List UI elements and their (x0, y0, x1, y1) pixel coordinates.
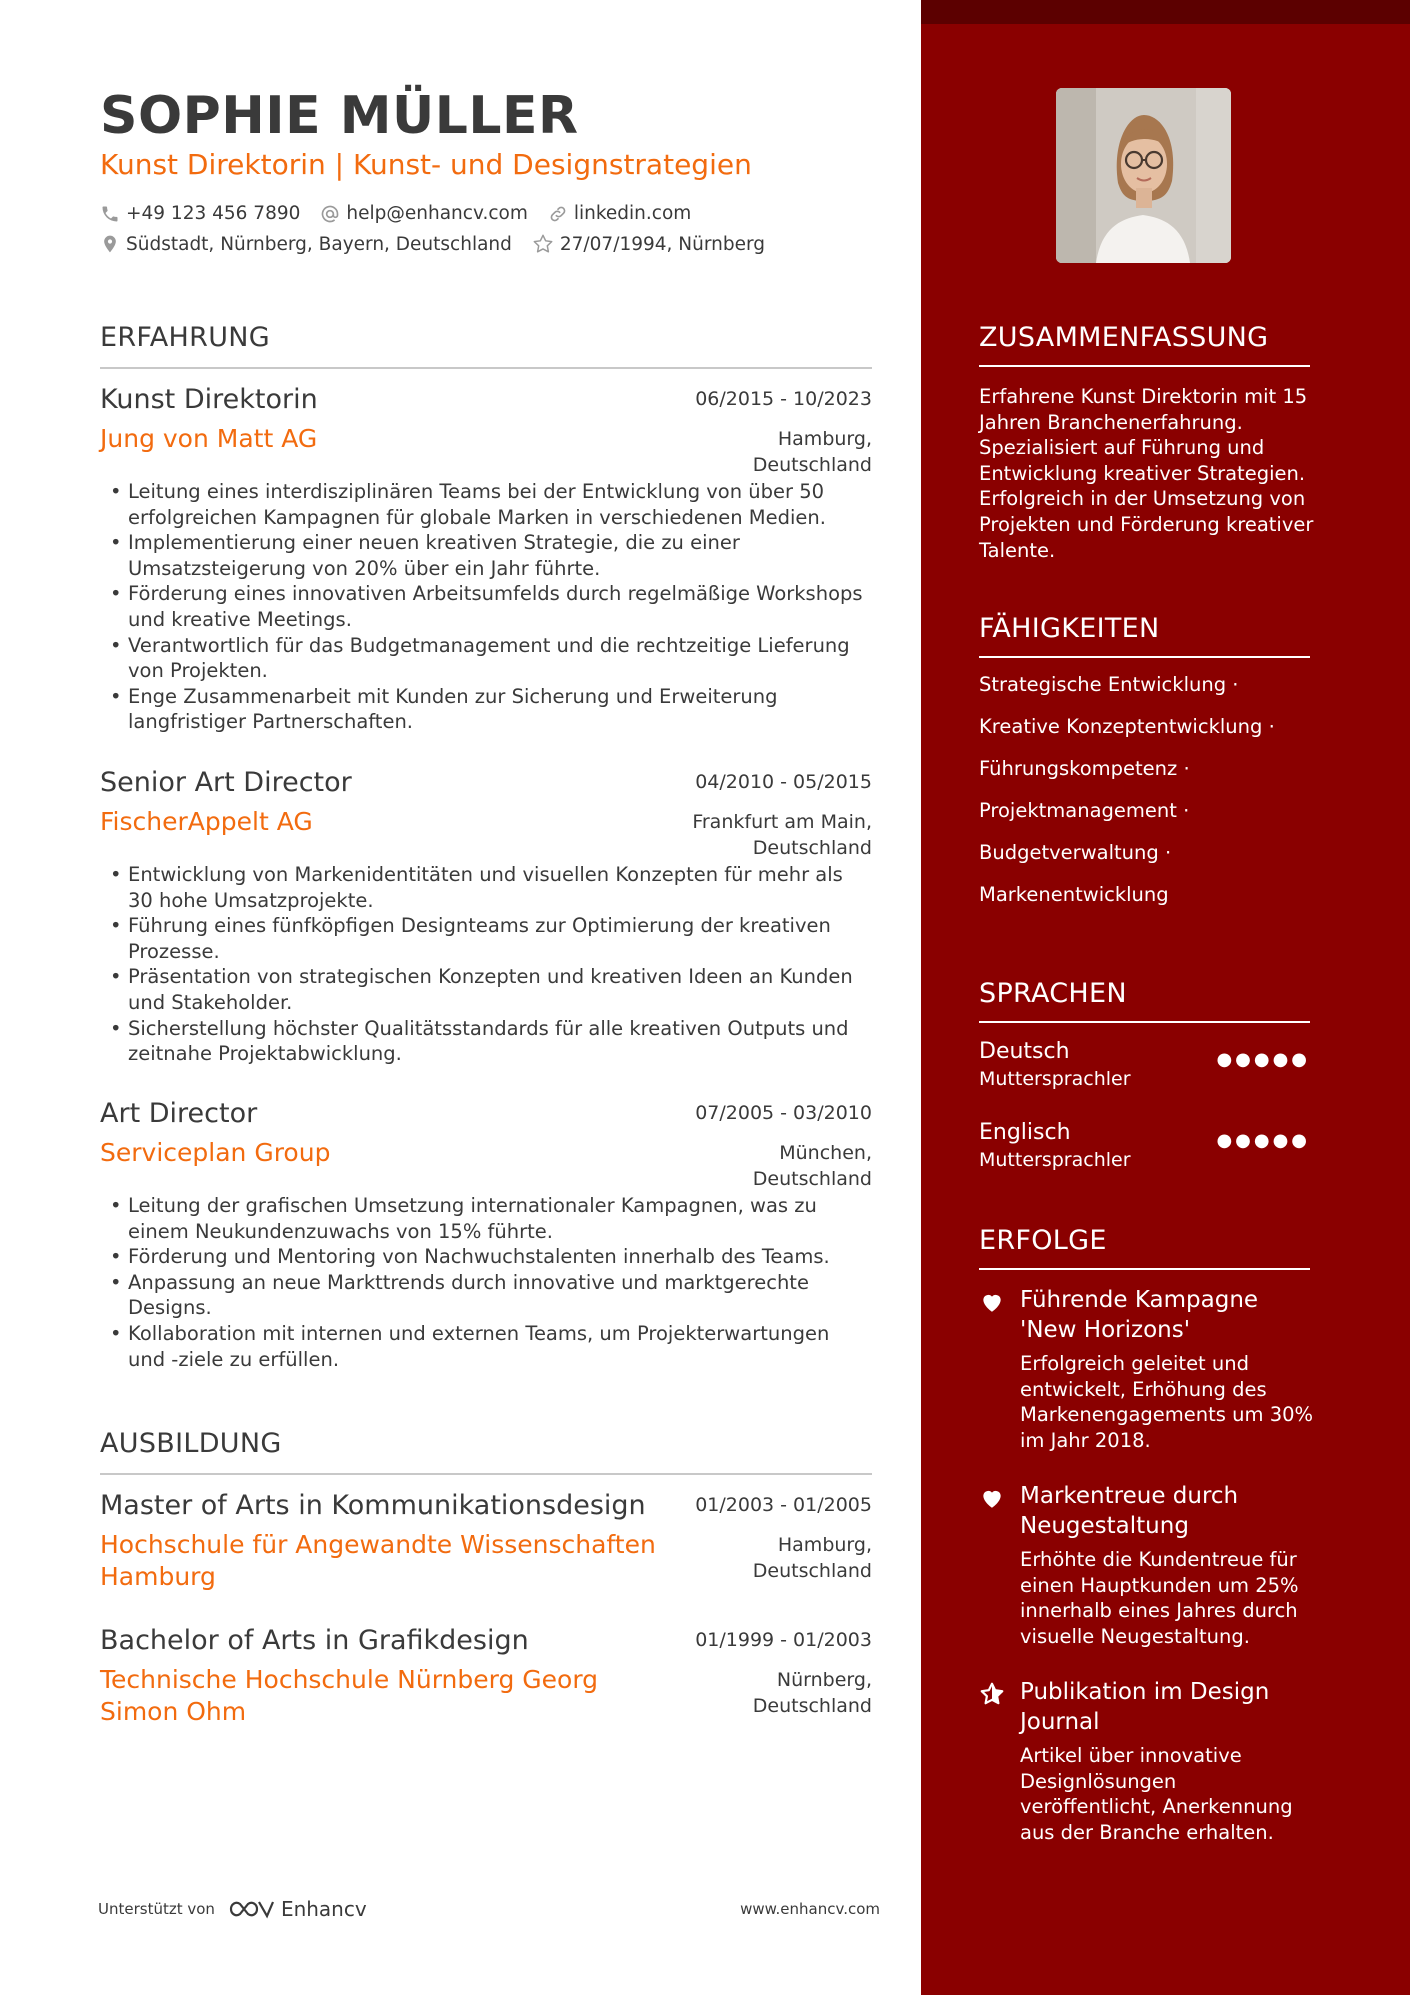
degree-title: Master of Arts in Kommunikationsdesign (100, 1490, 646, 1521)
sidebar (921, 0, 1410, 1995)
location-line: Deutschland (752, 1695, 872, 1717)
language-rating: ●●●●● (1216, 1049, 1310, 1070)
enhancv-brand[interactable] (227, 1897, 367, 1921)
achievement-desc: Erfolgreich geleitet und entwickelt, Erhöhung des Markenengagements um 30% im Jahr 2018. (1020, 1352, 1314, 1452)
language-level: Muttersprachler (979, 1149, 1131, 1171)
job-date: 06/2015 - 10/2023 (695, 388, 872, 410)
language-name: Deutsch (979, 1039, 1070, 1064)
language-rating: ●●●●● (1216, 1130, 1310, 1151)
footer-url[interactable]: www.enhancv.com (740, 1900, 880, 1918)
school-name (100, 1529, 680, 1593)
contact-phone (100, 203, 300, 224)
bullet-item: • Entwicklung von Markenidentitäten und visuellen Konzepten für mehr als 30 hohe Umsatzprojekte. (100, 862, 872, 913)
school-line: Hochschule für Angewandte Wissenschaften (100, 1530, 656, 1559)
experience-section-title: ERFAHRUNG (100, 322, 872, 369)
school-line: Simon Ohm (100, 1697, 247, 1726)
job-date: 07/2005 - 03/2010 (695, 1102, 872, 1124)
location-line: Deutschland (752, 1168, 872, 1190)
link-icon (548, 204, 568, 224)
language-level: Muttersprachler (979, 1068, 1131, 1090)
achievement-title: Markentreue durch Neugestaltung (1020, 1483, 1239, 1539)
skills-section-title: FÄHIGKEITEN (979, 613, 1310, 658)
achievement-title: Publikation im Design Journal (1020, 1679, 1270, 1735)
contact-row-1 (100, 203, 711, 224)
sidebar-top-band (921, 0, 1410, 24)
location-line: München, (779, 1142, 872, 1164)
contact-linkedin[interactable] (548, 203, 691, 224)
education-date: 01/2003 - 01/2005 (695, 1494, 872, 1516)
contact-location (100, 234, 512, 255)
achievement-item (979, 1285, 1314, 1453)
location-line: Nürnberg, (776, 1669, 872, 1691)
skill-item: Budgetverwaltung · (979, 841, 1172, 864)
portrait-image (1056, 88, 1231, 263)
company-name: Jung von Matt AG (100, 424, 318, 453)
location-text: Südstadt, Nürnberg, Bayern, Deutschland (126, 233, 512, 255)
degree-title: Bachelor of Arts in Grafikdesign (100, 1625, 529, 1656)
linkedin-text: linkedin.com (573, 203, 692, 224)
footer (98, 1897, 880, 1921)
bullet-item: • Präsentation von strategischen Konzepten und kreativen Ideen an Kunden und Stakeholder. (100, 964, 872, 1015)
heart-icon (979, 1485, 1005, 1511)
achievement-item (979, 1677, 1314, 1845)
enhancv-logo-icon (227, 1897, 275, 1921)
skill-item: Kreative Konzeptentwicklung · (979, 715, 1275, 738)
achievements-section-title: ERFOLGE (979, 1225, 1310, 1270)
bullet-item: • Enge Zusammenarbeit mit Kunden zur Sicherung und Erweiterung langfristiger Partnerschaften. (100, 684, 872, 735)
achievement-desc: Artikel über innovative Designlösungen veröffentlicht, Anerkennung aus der Branche erhalten. (1020, 1744, 1293, 1844)
location-line: Deutschland (752, 1560, 872, 1582)
experience-entry (100, 767, 872, 1067)
summary-section-title: ZUSAMMENFASSUNG (979, 322, 1310, 367)
achievement-title: Führende Kampagne 'New Horizons' (1020, 1287, 1259, 1343)
school-name (100, 1664, 680, 1728)
school-line: Technische Hochschule Nürnberg Georg (100, 1665, 599, 1694)
experience-entry (100, 1098, 872, 1372)
achievement-desc: Erhöhte die Kundentreue für einen Hauptkunden um 25% innerhalb eines Jahres durch visuelle Neugestaltung. (1020, 1548, 1299, 1648)
language-item (979, 1039, 1310, 1090)
job-location (753, 1140, 872, 1192)
job-bullets (100, 1193, 872, 1372)
language-name: Englisch (979, 1120, 1071, 1145)
education-section-title: AUSBILDUNG (100, 1428, 872, 1475)
education-entry (100, 1625, 872, 1728)
job-title: Art Director (100, 1098, 258, 1129)
contact-row-2 (100, 233, 785, 255)
contact-birth (532, 233, 765, 255)
education-entry (100, 1490, 872, 1593)
bullet-item: • Sicherstellung höchster Qualitätsstandards für alle kreativen Outputs und zeitnahe Projektabwicklung. (100, 1016, 872, 1067)
job-bullets (100, 479, 872, 735)
star-icon (979, 1681, 1005, 1707)
language-item (979, 1120, 1310, 1171)
bullet-item: • Förderung und Mentoring von Nachwuchstalenten innerhalb des Teams. (100, 1244, 872, 1270)
birth-text: 27/07/1994, Nürnberg (559, 233, 765, 255)
headline: Kunst Direktorin | Kunst- und Designstrategien (100, 148, 752, 181)
star-outline-icon (532, 233, 554, 255)
languages-section-title: SPRACHEN (979, 978, 1310, 1023)
bullet-item: • Verantwortlich für das Budgetmanagement und die rechtzeitige Lieferung von Projekten. (100, 633, 872, 684)
achievement-item (979, 1481, 1314, 1649)
bullet-item: • Leitung eines interdisziplinären Teams bei der Entwicklung von über 50 erfolgreichen Kampagnen für globale Marken in verschiedenen Medien. (100, 479, 872, 530)
skills-list (979, 672, 1314, 924)
location-line: Hamburg, (777, 1534, 872, 1556)
email-text: help@enhancv.com (346, 203, 528, 224)
bullet-item: • Kollaboration mit internen und externen Teams, um Projekterwartungen und -ziele zu erfüllen. (100, 1321, 872, 1372)
location-line: Hamburg, (777, 428, 872, 450)
at-icon (320, 204, 340, 224)
location-line: Deutschland (752, 454, 872, 476)
skill-item: Führungskompetenz · (979, 757, 1190, 780)
job-location (692, 809, 872, 861)
bullet-item: • Führung eines fünfköpfigen Designteams zur Optimierung der kreativen Prozesse. (100, 913, 872, 964)
job-bullets (100, 862, 872, 1067)
education-location (753, 1532, 872, 1584)
brand-name: Enhancv (280, 1897, 367, 1921)
bullet-item: • Leitung der grafischen Umsetzung internationaler Kampagnen, was zu einem Neukundenzuwachs von 15% führte. (100, 1193, 872, 1244)
job-title: Kunst Direktorin (100, 384, 318, 415)
location-pin-icon (100, 234, 120, 254)
skill-item: Strategische Entwicklung · (979, 673, 1239, 696)
company-name: Serviceplan Group (100, 1138, 331, 1167)
phone-text: +49 123 456 7890 (126, 203, 301, 224)
location-line: Deutschland (752, 837, 872, 859)
summary-text: Erfahrene Kunst Direktorin mit 15 Jahren Branchenerfahrung. Spezialisiert auf Führung und Entwicklung kreativer Strategien. Erfolgreich in der Umsetzung von Projekten und Förderung kreativer Talente. (979, 385, 1314, 562)
education-location (753, 1667, 872, 1719)
candidate-name: SOPHIE MÜLLER (100, 86, 579, 146)
skill-item: Projektmanagement · (979, 799, 1190, 822)
job-title: Senior Art Director (100, 767, 352, 798)
company-name: FischerAppelt AG (100, 807, 313, 836)
phone-icon (100, 204, 120, 224)
skill-item: Markenentwicklung (979, 883, 1169, 906)
powered-by-text: Unterstützt von (98, 1900, 215, 1918)
experience-entry (100, 384, 872, 735)
bullet-item: • Anpassung an neue Markttrends durch innovative und marktgerechte Designs. (100, 1270, 872, 1321)
job-location (753, 426, 872, 478)
job-date: 04/2010 - 05/2015 (695, 771, 872, 793)
heart-icon (979, 1289, 1005, 1315)
bullet-item: • Förderung eines innovativen Arbeitsumfelds durch regelmäßige Workshops und kreative Meetings. (100, 581, 872, 632)
bullet-item: • Implementierung einer neuen kreativen Strategie, die zu einer Umsatzsteigerung von 20% über ein Jahr führte. (100, 530, 872, 581)
school-line: Hamburg (100, 1562, 216, 1591)
location-line: Frankfurt am Main, (692, 811, 872, 833)
education-date: 01/1999 - 01/2003 (695, 1629, 872, 1651)
contact-email[interactable] (320, 203, 527, 224)
profile-photo (1056, 88, 1231, 263)
